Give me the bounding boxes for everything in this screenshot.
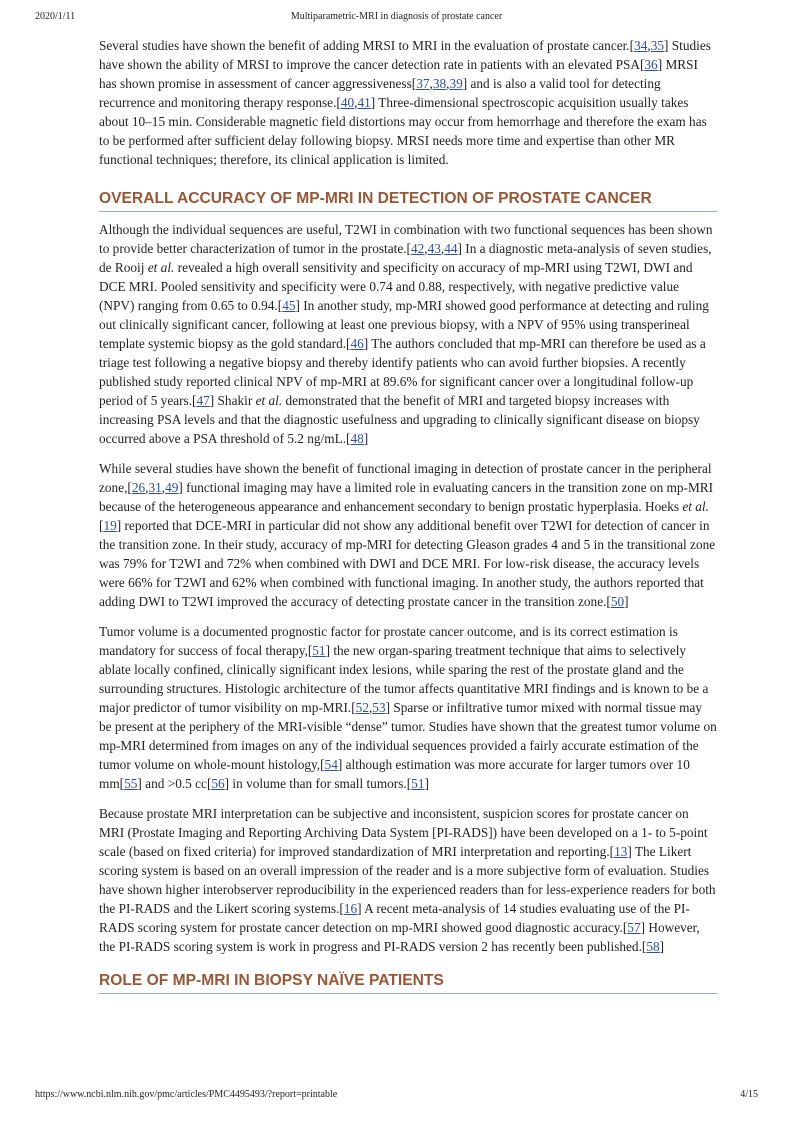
reference-link[interactable]: 47 [196, 393, 210, 408]
text: , [446, 76, 450, 91]
header-title: Multiparametric-MRI in diagnosis of prostate cancer [290, 11, 503, 22]
text: , [145, 480, 149, 495]
text: ] although estimation was more accurate for larger tumors over 10 mm[ [99, 757, 690, 791]
paragraph-transition-zone [99, 459, 717, 611]
reference-link[interactable]: 39 [449, 76, 463, 91]
reference-link[interactable]: 35 [650, 38, 664, 53]
reference-link[interactable]: 51 [411, 776, 425, 791]
text: ] The Likert scoring system is based on an overall impression of the reader and is a more subjective form of evaluation. Studies have shown higher interobserver reproducibility in the experienced readers than for less-experience readers for both the PI-RADS and the Likert scoring systems.[ [99, 844, 716, 916]
reference-link[interactable]: 52 [355, 700, 369, 715]
reference-link[interactable]: 58 [646, 939, 660, 954]
section-heading-overall-accuracy: OVERALL ACCURACY OF MP-MRI IN DETECTION OF PROSTATE CANCER [99, 189, 717, 212]
text: ] However, the PI-RADS scoring system is work in progress and PI-RADS version 2 has recently been published.[ [99, 920, 700, 954]
italic-text: et al. [147, 260, 175, 275]
text: Because prostate MRI interpretation can be subjective and inconsistent, suspicion scores for prostate cancer on MRI (Prostate Imaging and Reporting Archiving Data System [PI-RADS]) have been developed on a 1- to 5-point scale (based on fixed criteria) for improved standardization of MRI interpretation and reporting.[ [99, 806, 708, 859]
reference-link[interactable]: 46 [350, 336, 364, 351]
text: ] [424, 776, 429, 791]
reference-link[interactable]: 38 [432, 76, 447, 91]
reference-link[interactable]: 50 [610, 594, 625, 609]
text: [ [99, 518, 104, 533]
text: ] MRSI has shown promise in assessment of cancer aggressiveness[ [99, 57, 698, 91]
reference-link[interactable]: 54 [324, 757, 338, 772]
paragraph-pi-rads [99, 804, 717, 956]
header-date: 2020/1/11 [35, 11, 76, 22]
reference-link[interactable]: 41 [357, 95, 371, 110]
text: ] and is also a valid tool for detecting recurrence and monitoring therapy response.[ [99, 76, 661, 110]
reference-link[interactable]: 34 [634, 38, 648, 53]
text: revealed a high overall sensitivity and specificity on accuracy of mp-MRI using T2WI, DWI and DCE MRI. Pooled sensitivity and specificity were 0.74 and 0.88, respectively, with negative predictive value (NPV) ranging from 0.65 to 0.94.[ [99, 260, 693, 313]
text: ] In a diagnostic meta-analysis of seven studies, de Rooij [99, 241, 712, 275]
reference-link[interactable]: 44 [444, 241, 458, 256]
text: ] functional imaging may have a limited role in evaluating cancers in the transition zone on mp-MRI because of the heterogeneous appearance and enhancement secondary to benign prostatic hyperplasia. Hoeks [99, 480, 714, 514]
reference-link[interactable]: 16 [343, 901, 358, 916]
text: While several studies have shown the benefit of functional imaging in detection of prostate cancer in the peripheral zone,[ [99, 461, 712, 495]
text: ] Shakir [209, 393, 256, 408]
paragraph-overall-accuracy [99, 220, 717, 448]
text: ] the new organ-sparing treatment technique that aims to selectively ablate locally confined, clinically significant index lesions, while sparing the rest of the prostate gland and the surrounding structures. Histologic architecture of the tumor affects quantitative MRI findings and is known to be a major predictor of tumor visibility on mp-MRI.[ [99, 643, 709, 715]
text: demonstrated that the benefit of MRI and targeted biopsy increases with increasing PSA levels and that the diagnostic usefulness and upgrading to clinically significant disease on biopsy occurred above a PSA threshold of 5.2 ng/mL.[ [99, 393, 700, 446]
text: ] A recent meta-analysis of 14 studies evaluating use of the PI-RADS scoring system for prostate cancer detection on mp-MRI showed good diagnostic accuracy.[ [99, 901, 690, 935]
italic-text: et al. [255, 393, 283, 408]
reference-link[interactable]: 19 [103, 518, 117, 533]
text: Although the individual sequences are useful, T2WI in combination with two functional sequences has been shown to provide better characterization of tumor in the prostate.[ [99, 222, 713, 256]
reference-link[interactable]: 45 [282, 298, 296, 313]
article-body [99, 36, 717, 994]
reference-link[interactable]: 36 [644, 57, 658, 72]
reference-link[interactable]: 40 [340, 95, 355, 110]
reference-link[interactable]: 48 [350, 431, 364, 446]
text: , [161, 480, 166, 495]
reference-link[interactable]: 55 [124, 776, 138, 791]
text: ] and >0.5 cc[ [137, 776, 212, 791]
text: ] reported that DCE-MRI in particular did not show any additional benefit over T2WI for detection of cancer in the transition zone. In their study, accuracy of mp-MRI for detecting Gleason grades 4 and 5 in the transitional zone was 79% for T2WI and 72% when combined with DWI and DCE MRI. For low-risk disease, the accuracy levels were 66% for T2WI and 62% when combined with functional imaging. In another study, the authors reported that adding DWI to T2WI improved the accuracy of detecting prostate cancer in the transition zone.[ [99, 518, 716, 609]
paragraph-mrsi [99, 36, 717, 169]
text: ] Three-dimensional spectroscopic acquisition usually takes about 10–15 min. Considerable magnetic field distortions may occur from hemorrhage and therefore the exam has to be performed after sufficient delay following biopsy. MRSI needs more time and expertise than other MR functional techniques; therefore, its clinical application is limited. [99, 95, 707, 167]
reference-link[interactable]: 26 [131, 480, 146, 495]
reference-link[interactable]: 13 [614, 844, 628, 859]
reference-link[interactable]: 37 [416, 76, 430, 91]
footer-url: https://www.ncbi.nlm.nih.gov/pmc/articles/PMC4495493/?report=printable [35, 1089, 338, 1100]
text: ] Sparse or infiltrative tumor mixed with normal tissue may be present at the periphery of the MRI-visible “dense” tumor. Studies have shown that the greatest tumor volume on mp-MRI determined from images on any of the individual sequences provided a fairly accurate estimation of the tumor volume on whole-mount histology,[ [99, 700, 717, 772]
reference-link[interactable]: 57 [627, 920, 641, 935]
italic-text: et al. [682, 499, 709, 514]
text: ] Studies have shown the ability of MRSI to improve the cancer detection rate in patients with an elevated PSA[ [99, 38, 711, 72]
reference-link[interactable]: 31 [148, 480, 162, 495]
reference-link[interactable]: 42 [410, 241, 425, 256]
text: ] in volume than for small tumors.[ [224, 776, 412, 791]
text: , [368, 700, 373, 715]
text: ] [363, 431, 369, 446]
text: , [354, 95, 358, 110]
text: , [647, 38, 651, 53]
text: ] [624, 594, 629, 609]
text: , [424, 241, 428, 256]
text: Tumor volume is a documented prognostic factor for prostate cancer outcome, and is its correct estimation is mandatory for success of focal therapy,[ [99, 624, 678, 658]
reference-link[interactable]: 53 [372, 700, 386, 715]
text: ] [659, 939, 665, 954]
text: , [429, 76, 433, 91]
text: ] The authors concluded that mp-MRI can therefore be used as a triage test following a negative biopsy and thereby identify patients who can avoid further biopsies. A recently published study reported clinical NPV of mp-MRI at 89.6% for significant cancer over a longitudinal follow-up period of 5 years.[ [99, 336, 706, 408]
paragraph-tumor-volume [99, 622, 717, 793]
reference-link[interactable]: 43 [427, 241, 441, 256]
reference-link[interactable]: 56 [211, 776, 225, 791]
footer-page-number: 4/15 [740, 1089, 758, 1100]
reference-link[interactable]: 49 [165, 480, 179, 495]
reference-link[interactable]: 51 [312, 643, 326, 658]
text: Several studies have shown the benefit of adding MRSI to MRI in the evaluation of prostate cancer.[ [99, 38, 635, 53]
text: , [440, 241, 445, 256]
section-heading-biopsy-naive: ROLE OF MP-MRI IN BIOPSY NAÏVE PATIENTS [99, 971, 717, 994]
text: ] In another study, mp-MRI showed good performance at detecting and ruling out clinically significant cancer, following at least one previous biopsy, with a NPV of 95% using transperineal template systemic biopsy as the gold standard.[ [99, 298, 709, 351]
